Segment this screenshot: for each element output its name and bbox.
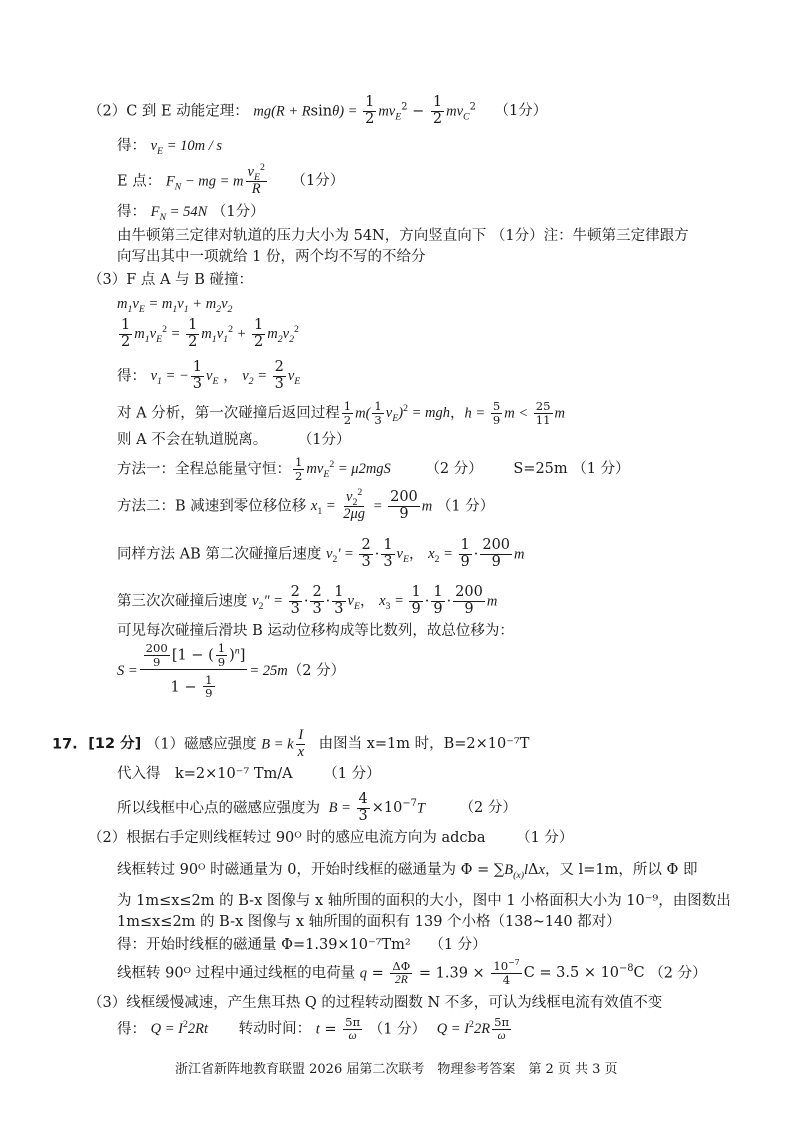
geometric-series: 可见每次碰撞后滑块 B 运动位移构成等比数列，故总位移为： <box>117 623 514 639</box>
s-mark: （2 分） <box>287 662 346 679</box>
q17-charge-mark: （2 分） <box>649 965 707 982</box>
q17-p2-mark: （1 分） <box>516 830 574 846</box>
analysis-text: 对 A 分析，第一次碰撞后返回过程 <box>117 405 340 422</box>
velocity-results: 得： $v_1$ = − $\frac{1}{3}$ $v_E$ ， $v_2$ = $\frac{2}{3}$ $v_E$ <box>117 359 301 392</box>
second-collision-label: 同样方法 AB 第二次碰撞后速度 <box>117 546 322 563</box>
part2-ke-theorem: （2）C 到 E 动能定理： mg(R + Rsinθ) = $\frac{1}{2}$ $mv_E^2$ − $\frac{1}{2}$ $mv_C^2$ （1分） <box>88 94 548 127</box>
method1-result: S=25m （1 分） <box>513 461 630 478</box>
third-collision-label: 第三次次碰撞后速度 <box>117 593 248 610</box>
q17-sub-mark: （1 分） <box>323 766 381 782</box>
e-point-label: E 点： <box>117 173 162 190</box>
q17-charge: 线框转 90ᴼ 过程中通过线框的电荷量 q = $\frac{\Delta\Phi}{2R}$ = 1.39 × $\frac{10^{-7}}{4}$ $C = 3.5 \times 10^{-8}C$ （2 分） <box>117 958 707 987</box>
q17-line1: 17. [12 分] （1）磁感应强度 B = k $\frac{I}{x}$ 由图当 x=1m 时，B=2×10⁻⁷T <box>52 727 530 760</box>
q17-p3-de: 得： <box>117 1021 146 1038</box>
part2-mark1: （1分） <box>494 103 548 120</box>
q17-p2-text: （2）根据右手定则线框转过 90ᴼ 时的感应电流方向为 adcba <box>88 830 486 846</box>
q17-flux1b-text: ，又 l=1m，所以 Φ 即 <box>544 862 698 878</box>
q17-flux4-mark: （1 分） <box>429 937 487 953</box>
q17-flux2: 为 1m≤x≤2m 的 B-x 图像与 x 轴所围的面积的大小，图中 1 小格面积大小为 10⁻⁹，由图数出 <box>117 893 731 909</box>
q17-substitute <box>117 766 381 783</box>
analysis-a: 对 A 分析，第一次碰撞后返回过程 $\frac{1}{2}$ m( $\frac{1}{3}$ $v_E)^2$ = mgh，h = $\frac{5}{9}$ m < $\frac{25}{11}$ m <box>117 399 565 427</box>
part2-vE-result: 得： $v_E = 10m / s$ <box>117 138 222 157</box>
q17-p2 <box>88 830 573 847</box>
method2-mark: （1 分） <box>436 498 495 515</box>
part2-fn-result: 得： $F_N = 54N$ （1分） <box>117 204 265 223</box>
no-detach-text: 则 A 不会在轨道脱离。 <box>117 432 268 448</box>
part2-mark2: （1分） <box>291 173 345 190</box>
method2-label: 方法二：B 减速到零位移位移 <box>117 498 307 515</box>
q17-flux1: 线框转过 90ᴼ 时磁通量为 0，开始时线框的磁通量为 $\Phi = \sum B_{(x)}l\Delta x$，又 l=1m，所以 Φ 即 <box>117 862 698 881</box>
part2-heading: （2）C 到 E 动能定理： <box>88 103 249 120</box>
part2-e-point: E 点： $F_N$ − mg = m $\frac{v_E^2}{R}$ （1分） <box>117 162 345 197</box>
q17-flux3: 1m≤x≤2m 的 B-x 图像与 x 轴所围的面积有 139 个小格（138~140 都对） <box>117 914 621 930</box>
method1-label: 方法一：全程总能量守恒： <box>117 461 291 478</box>
q17-center-mark: （2 分） <box>459 800 517 817</box>
no-detach-mark: （1分） <box>297 432 351 448</box>
q17-center-text: 所以线框中心点的磁感应强度为 <box>117 800 320 817</box>
q17-flux4-text: 得：开始时线框的磁通量 Φ=1.39×10⁻⁷Tm² <box>117 937 411 953</box>
q17-p3-mark: （1 分） <box>368 1021 427 1038</box>
q17-p1b: 由图当 x=1m 时，B=2×10⁻⁷T <box>318 736 530 753</box>
q17-charge-text: 线框转 90ᴼ 过程中通过线框的电荷量 <box>117 965 356 982</box>
second-collision: 同样方法 AB 第二次碰撞后速度 $v_2'$ = $\frac{2}{3}$ · $\frac{1}{3}$ $v_E$， $x_2$ = $\frac{1}{9}$ · $\frac{200}{9}$ m <box>117 537 525 570</box>
q17-p3-time: 转动时间： <box>238 1021 312 1038</box>
no-detach <box>117 432 351 449</box>
total-displacement: S = $\frac{200}{9}$ [1 − ( $\frac{1}{9}$ )$^n$] 1 − $\frac{1}{9}$ = 25m （2 分） <box>117 641 346 701</box>
method-one: 方法一：全程总能量守恒： $\frac{1}{2}$ $mv_E^2 = \mu 2mgS$ （2 分） S=25m （1 分） <box>117 455 630 483</box>
newton-line2: 向写出其中一项就给 1 份，两个均不写的不给分 <box>117 249 426 265</box>
ke-equation: mg(R + R <box>253 103 311 120</box>
part3-heading: （3）F 点 A 与 B 碰撞： <box>88 272 253 288</box>
method-two: 方法二：B 减速到零位移位移 $x_1$ = $\frac{v_2^2}{2\mu g}$ = $\frac{200}{9}$ m （1 分） <box>117 487 495 522</box>
newton-line1: 由牛顿第三定律对轨道的压力大小为 54N，方向竖直向下 （1分）注：牛顿第三定律跟方 <box>117 228 689 244</box>
method1-mark: （2 分） <box>425 461 483 478</box>
q17-p3: （3）线框缓慢减速，产生焦耳热 Q 的过程转动圈数 N 不多，可认为线框电流有效值不变 <box>88 995 663 1011</box>
q17-flux1-text: 线框转过 90ᴼ 时磁通量为 0，开始时线框的磁通量为 <box>117 862 456 878</box>
q17-center-field: 所以线框中心点的磁感应强度为 B = $\frac{4}{3}$ $\times 10^{-7}T$ （2 分） <box>117 791 517 824</box>
energy-equation: $\frac{1}{2}$ $m_1v_E^2$ = $\frac{1}{2}$ $m_1v_1^2$ + $\frac{1}{2}$ $m_2v_2^2$ <box>121 317 299 350</box>
page-footer: 浙江省新阵地教育联盟 2026 届第二次联考 物理参考答案 第 2 页 共 3 页 <box>175 1062 618 1077</box>
q17-p3-eq: 得： $Q = I^22Rt$ 转动时间： t = $\frac{5\pi}{\omega}$ （1 分） $Q = I^22R$ $\frac{5\pi}{\omega}$ <box>117 1015 510 1042</box>
de-label: 得： <box>117 138 146 154</box>
de-label-2: 得： <box>117 204 146 220</box>
q17-flux4 <box>117 937 487 954</box>
part2-mark3: （1分） <box>211 204 265 220</box>
q17-sub-text: 代入得 k=2×10⁻⁷ Tm/A <box>117 766 293 782</box>
question-score: [12 分] <box>88 736 142 753</box>
third-collision: 第三次次碰撞后速度 $v_2$" = $\frac{2}{3}$ · $\frac{2}{3}$ · $\frac{1}{3}$ $v_E$， $x_3$ = $\frac{1}{9}$ · $\frac{1}{9}$ · $\frac{200}{9}$ m <box>117 584 498 617</box>
question-number: 17. <box>52 736 78 753</box>
momentum-equation: $m_1v_E = m_1v_1 + m_2v_2$ <box>117 296 233 315</box>
de-label-3: 得： <box>117 368 146 385</box>
q17-p1: （1）磁感应强度 <box>145 736 257 753</box>
